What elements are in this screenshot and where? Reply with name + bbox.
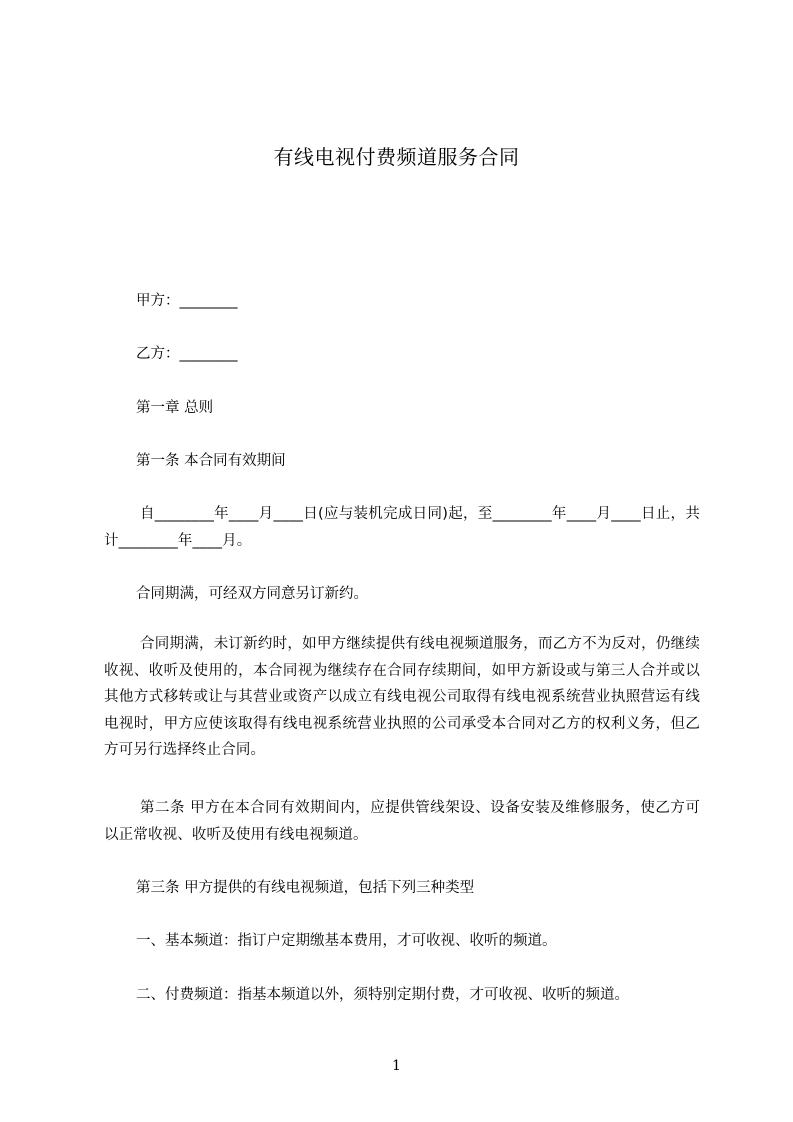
continuation-paragraph: 合同期满，未订新约时，如甲方继续提供有线电视频道服务，而乙方不为反对，仍继续收视、收听及使用的，本合同视为继续存在合同存续期间，如甲方新设或与第三人合并或以其他方式移转或让与其营业或资产以成立有线电视公司取得有线电视系统营业执照营运有线电视时，甲方应使该取得有线电视系统营业执照的公司承受本合同对乙方的权利义务，但乙方可另行选择终止合同。 [104,636,700,758]
party-a-line: 甲方：________ [136,293,238,309]
paid-channel-item: 二、付费频道：指基本频道以外，须特别定期付费，才可收视、收听的频道。 [136,987,629,1003]
article-2-paragraph: 第二条 甲方在本合同有效期间内，应提供管线架设、设备安装及维修服务，使乙方可以正常收视、收听及使用有线电视频道。 [104,800,700,843]
basic-channel-item: 一、基本频道：指订户定期缴基本费用，才可收视、收听的频道。 [136,933,557,949]
article-1-heading: 第一条 本合同有效期间 [136,453,286,469]
validity-period-paragraph: 自________年____月____日(应与装机完成日同)起，至________年____月____日止，共计________年____月。 [104,506,700,549]
chapter-heading: 第一章 总则 [136,400,214,416]
page-number: 1 [392,1058,401,1074]
party-b-line: 乙方：________ [136,346,238,362]
renewal-paragraph: 合同期满，可经双方同意另订新约。 [136,586,368,602]
article-3-heading: 第三条 甲方提供的有线电视频道，包括下列三种类型 [136,880,475,896]
document-title: 有线电视付费频道服务合同 [273,145,520,169]
